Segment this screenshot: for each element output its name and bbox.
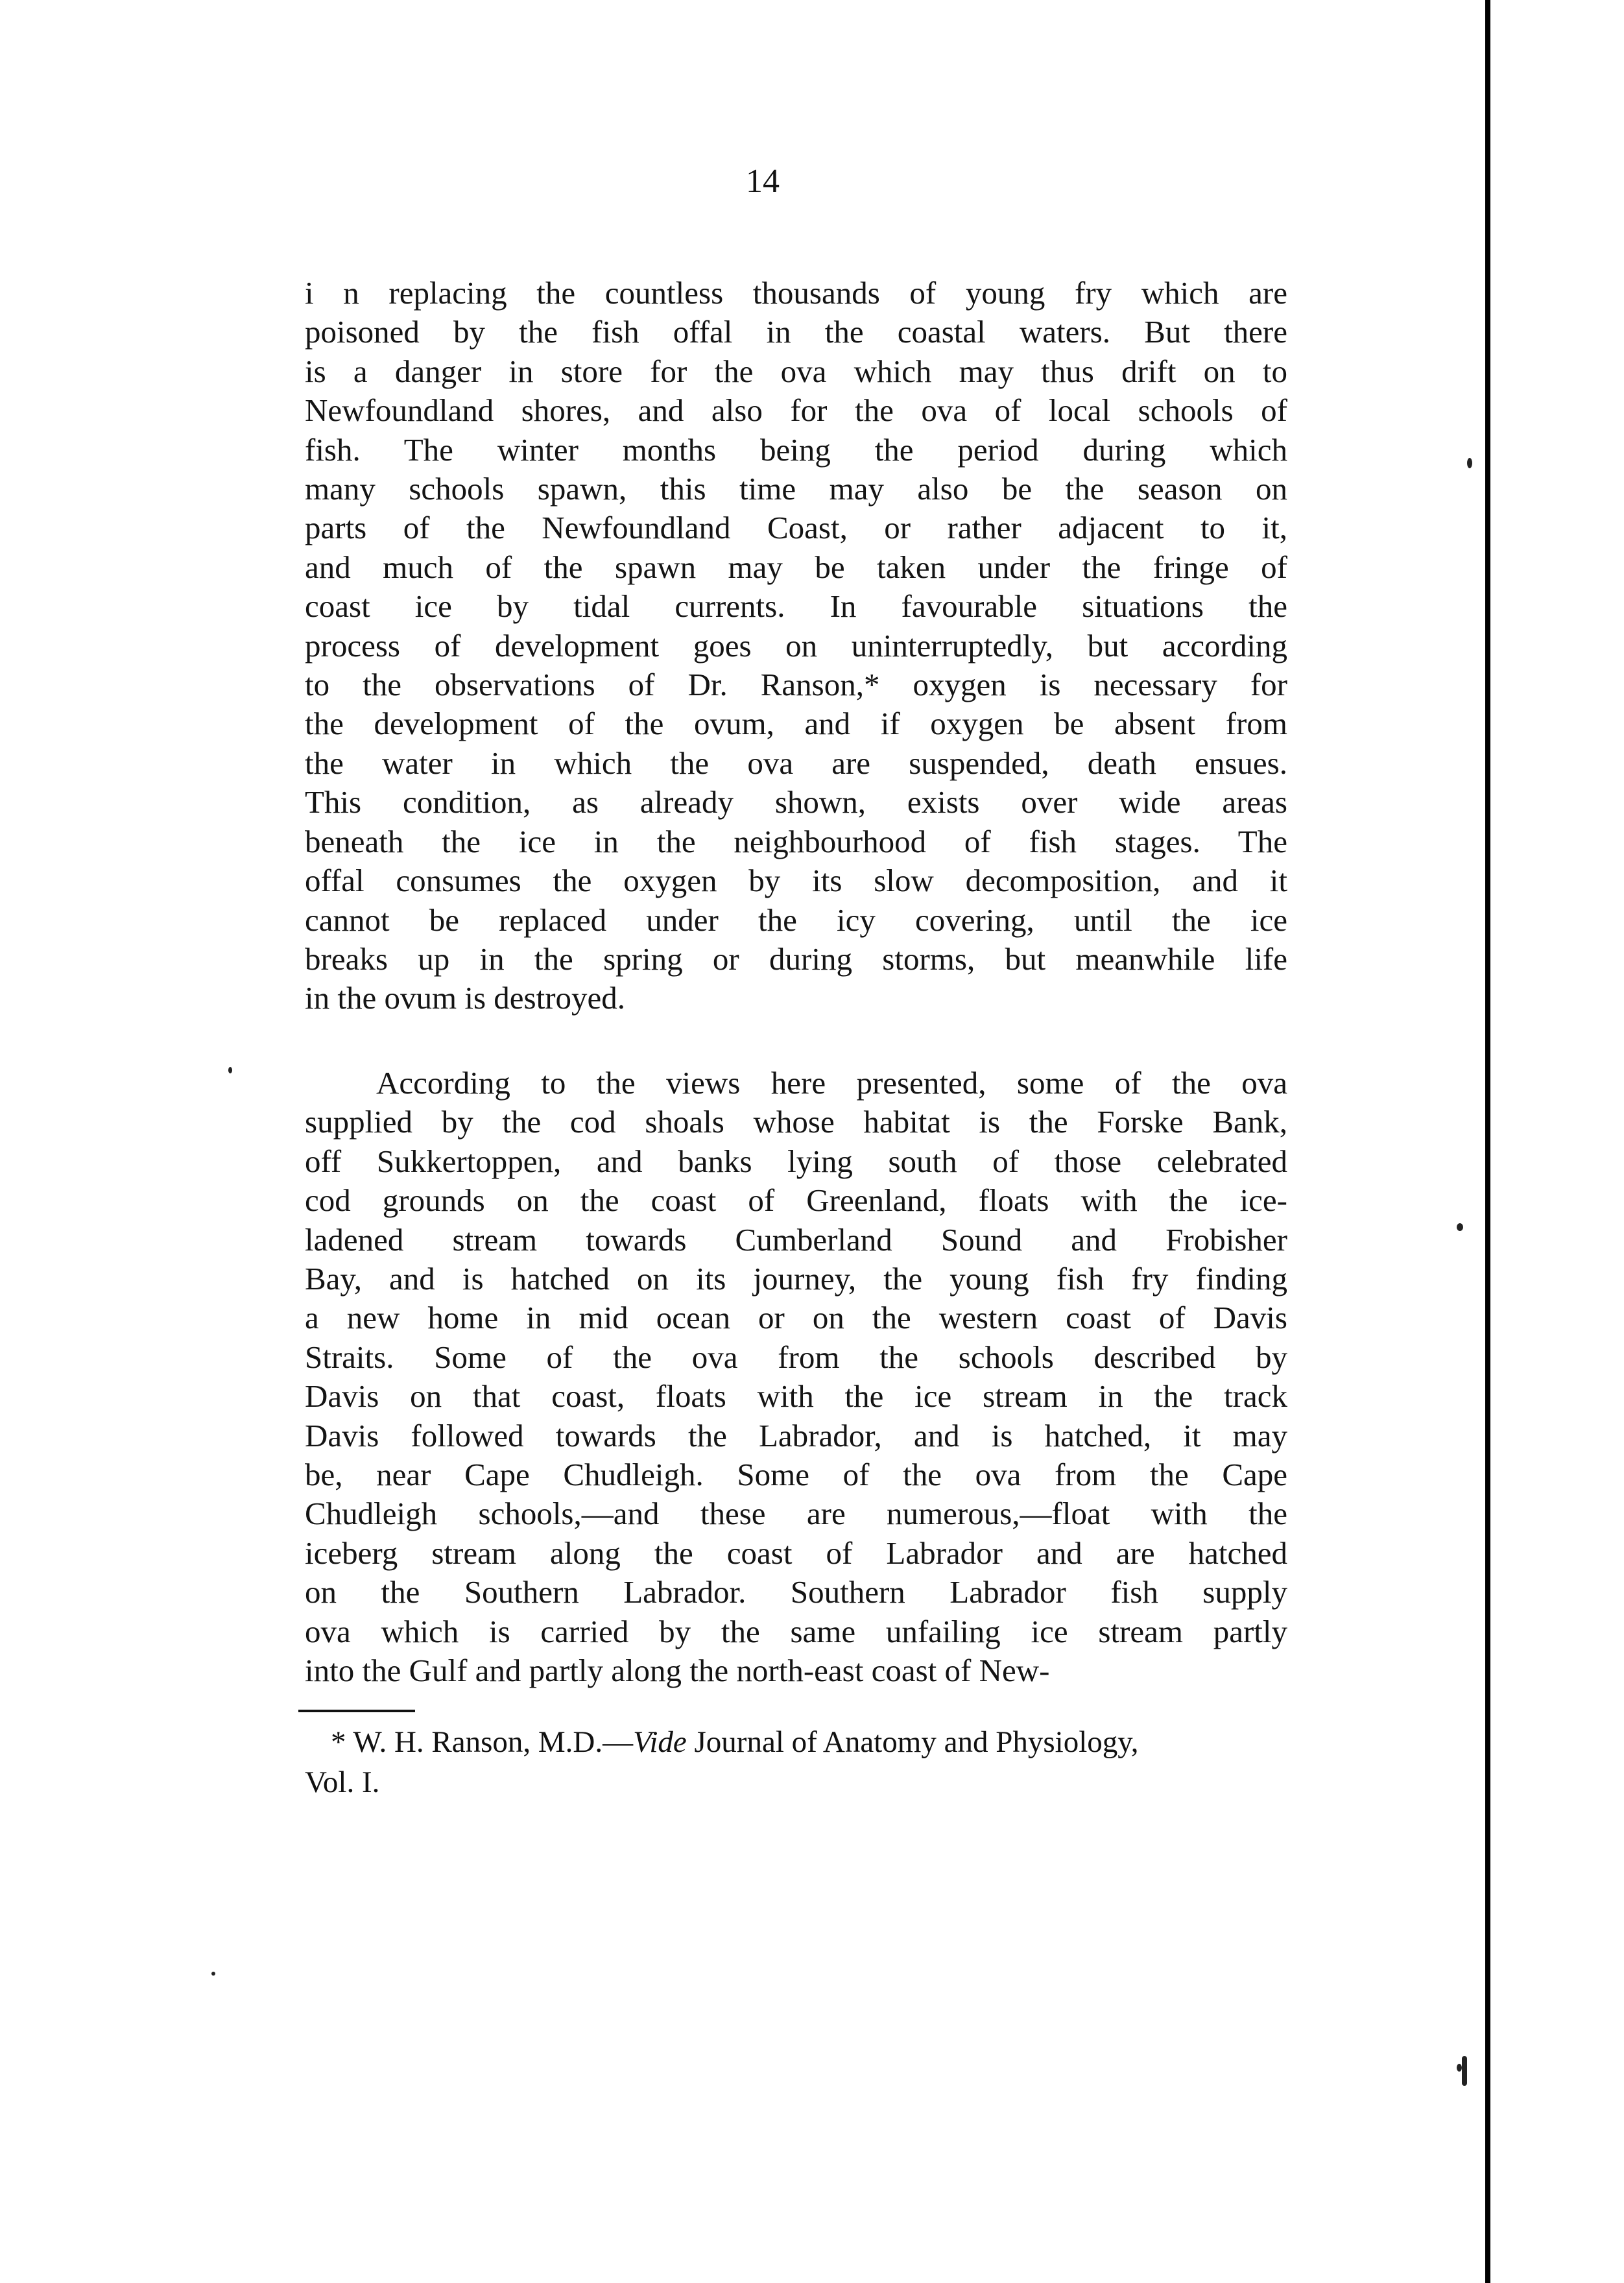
text-line: beneath the ice in the neighbourhood of fish stages. The: [305, 823, 1287, 859]
text-line: many schools spawn, this time may also be the season on: [305, 471, 1287, 507]
text-line: This condition, as already shown, exists over wide areas: [305, 784, 1287, 820]
page-number: 14: [746, 163, 780, 200]
paragraph-1: [305, 274, 1287, 1018]
text-line: i n replacing the countless thousands of young fry which are: [305, 275, 1287, 311]
text-line: parts of the Newfoundland Coast, or rather adjacent to it,: [305, 510, 1287, 546]
text-line: a new home in mid ocean or on the western coast of Davis: [305, 1300, 1287, 1336]
text-line: breaks up in the spring or during storms, but meanwhile life: [305, 940, 1287, 977]
text-line: the water in which the ova are suspended, death ensues.: [305, 745, 1287, 781]
text-line: into the Gulf and partly along the north-east coast of New-: [305, 1653, 1050, 1689]
text-line: fish. The winter months being the period during which: [305, 431, 1287, 468]
text-line: Straits. Some of the ova from the schools described by: [305, 1339, 1287, 1375]
text-line: supplied by the cod shoals whose habitat is the Forske Bank,: [305, 1104, 1287, 1140]
text-line: Davis followed towards the Labrador, and is hatched, it may: [305, 1417, 1287, 1453]
footnote-line-1: [305, 1722, 1287, 1762]
footnote-rule: [298, 1710, 415, 1712]
ink-speck: [1457, 2064, 1462, 2072]
text-line: cannot be replaced under the icy covering, until the ice: [305, 902, 1287, 938]
text-line: Chudleigh schools,—and these are numerous,—float with the: [305, 1496, 1287, 1532]
text-line: According to the views here presented, some of the ova: [376, 1065, 1287, 1101]
text-line: coast ice by tidal currents. In favourable situations the: [305, 588, 1287, 625]
ink-speck: [211, 1972, 215, 1976]
text-line: in the ovum is destroyed.: [305, 980, 626, 1016]
text-line: on the Southern Labrador. Southern Labrador fish supply: [305, 1574, 1287, 1610]
ink-speck: [1462, 2056, 1467, 2086]
text-line: iceberg stream along the coast of Labrador and are hatched: [305, 1535, 1287, 1571]
text-line: Davis on that coast, floats with the ice stream in the track: [305, 1378, 1287, 1415]
text-line: off Sukkertoppen, and banks lying south of those celebrated: [305, 1143, 1287, 1179]
text-line: cod grounds on the coast of Greenland, floats with the ice-: [305, 1182, 1287, 1219]
text-line: the development of the ovum, and if oxygen be absent from: [305, 706, 1287, 742]
page-edge: [1485, 0, 1490, 2283]
text-line: Bay, and is hatched on its journey, the young fish fry finding: [305, 1261, 1287, 1297]
text-line: Newfoundland shores, and also for the ova of local schools of: [305, 392, 1287, 429]
footnote-vide: Vide: [633, 1725, 687, 1759]
paragraph-2: [305, 1064, 1287, 1691]
text-line: process of development goes on uninterruptedly, but according: [305, 627, 1287, 663]
text-line: is a danger in store for the ova which may thus drift on to: [305, 353, 1287, 389]
text-line: poisoned by the fish offal in the coastal waters. But there: [305, 314, 1287, 350]
text-line: ladened stream towards Cumberland Sound and Frobisher: [305, 1221, 1287, 1258]
footnote: [305, 1722, 1287, 1802]
text-line: offal consumes the oxygen by its slow decomposition, and it: [305, 863, 1287, 899]
ink-speck: [228, 1067, 232, 1073]
text-line: ova which is carried by the same unfailing ice stream partly: [305, 1613, 1287, 1649]
footnote-author: * W. H. Ranson, M.D.—: [331, 1725, 634, 1759]
footnote-line-2: Vol. I.: [305, 1765, 380, 1799]
text-line: be, near Cape Chudleigh. Some of the ova from the Cape: [305, 1457, 1287, 1493]
text-line: to the observations of Dr. Ranson,* oxygen is necessary for: [305, 667, 1287, 703]
text-line: and much of the spawn may be taken under the fringe of: [305, 549, 1287, 585]
footnote-source: Journal of Anatomy and Physiology,: [686, 1725, 1139, 1759]
ink-speck: [1467, 458, 1472, 468]
ink-speck: [1457, 1223, 1463, 1231]
adjacent-page-margin: [1490, 0, 1624, 2283]
